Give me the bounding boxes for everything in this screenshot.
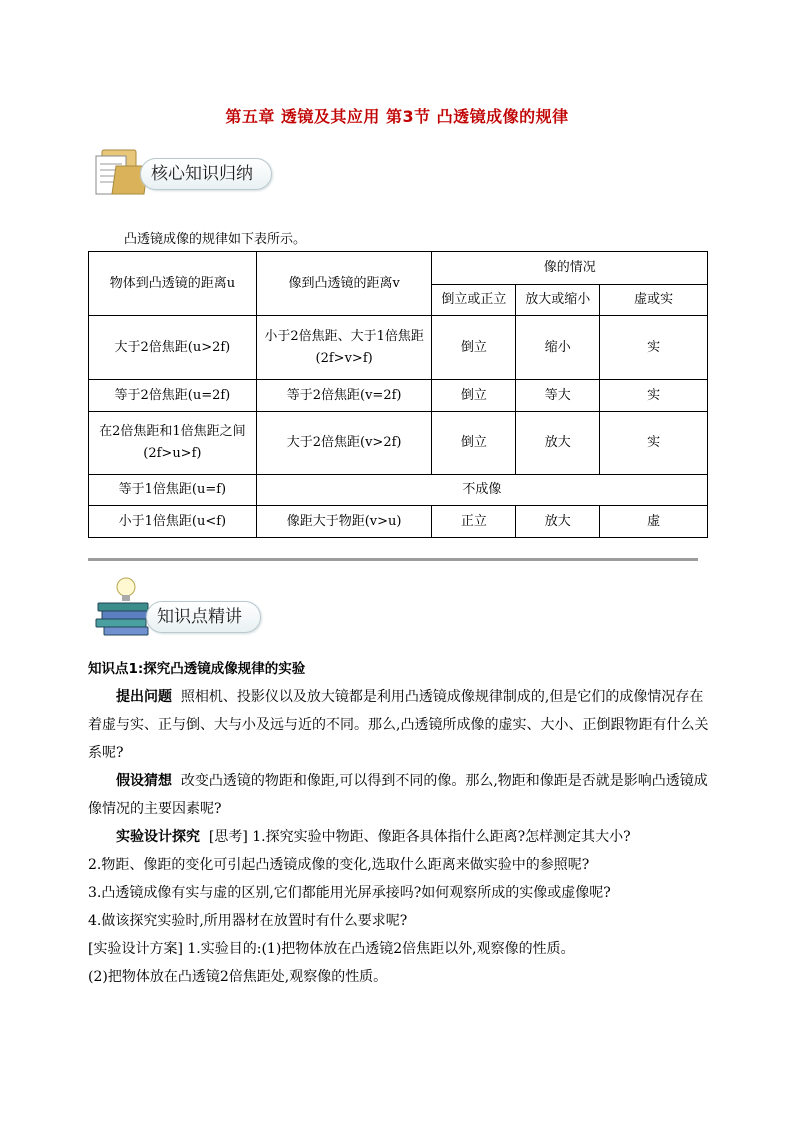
cell-merged: 不成像: [256, 475, 707, 506]
design-line-2: 2.物距、像距的变化可引起凸透镜成像的变化,选取什么距离来做实验中的参照呢?: [88, 857, 590, 873]
section-divider: [88, 558, 698, 561]
header-orientation: 倒立或正立: [432, 285, 516, 316]
cell-type: 虚: [600, 506, 708, 538]
header-image-info: 像的情况: [432, 252, 708, 285]
table-row: [89, 316, 708, 380]
cell-v: 等于2倍焦距(v=2f): [256, 380, 432, 412]
design-line-3: 3.凸透镜成像有实与虚的区别,它们都能用光屏承接吗?如何观察所成的实像或虚像呢?: [88, 885, 611, 901]
imaging-rules-table: [88, 251, 708, 538]
question-text: 照相机、投影仪以及放大镜都是利用凸透镜成像规律制成的,但是它们的成像情况存在着虚与实、正与倒、大与小及远与近的不同。那么,凸透镜所成像的虚实、大小、正倒跟物距有什么关系呢?: [88, 689, 709, 761]
cell-orientation: 倒立: [432, 380, 516, 412]
table-header-row: [89, 252, 708, 285]
cell-size: 放大: [516, 506, 600, 538]
page-title: 第五章 透镜及其应用 第3节 凸透镜成像的规律: [225, 107, 569, 126]
cell-orientation: 正立: [432, 506, 516, 538]
lightbulb-books-icon: [92, 573, 158, 639]
table-intro: 凸透镜成像的规律如下表所示。: [124, 232, 307, 247]
cell-size: 放大: [516, 412, 600, 475]
header-object-distance: 物体到凸透镜的距离u: [89, 252, 257, 316]
knowledge-point-title: 知识点1:探究凸透镜成像规律的实验: [88, 661, 306, 677]
cell-u: 大于2倍焦距(u>2f): [89, 316, 257, 380]
table-row: [89, 380, 708, 412]
cell-u: 等于2倍焦距(u=2f): [89, 380, 257, 412]
section-banner-knowledge: [92, 593, 292, 637]
section-heading-knowledge: 知识点精讲: [146, 601, 261, 633]
cell-size: 缩小: [516, 316, 600, 380]
table-row: [89, 506, 708, 538]
cell-u: 在2倍焦距和1倍焦距之间(2f>u>f): [89, 412, 257, 475]
table-row: [89, 475, 708, 506]
cell-u: 小于1倍焦距(u<f): [89, 506, 257, 538]
cell-type: 实: [600, 380, 708, 412]
cell-type: 实: [600, 412, 708, 475]
header-real-virtual: 虚或实: [600, 285, 708, 316]
header-image-distance: 像到凸透镜的距离v: [256, 252, 432, 316]
hypothesis-paragraph: [88, 767, 712, 823]
plan-line-1: [实验设计方案] 1.实验目的:(1)把物体放在凸透镜2倍焦距以外,观察像的性质。: [88, 941, 575, 957]
design-label: 实验设计探究: [116, 829, 200, 845]
cell-type: 实: [600, 316, 708, 380]
section-heading-core: 核心知识归纳: [140, 158, 272, 190]
question-paragraph: [88, 683, 712, 767]
hypothesis-label: 假设猜想: [116, 773, 172, 789]
cell-v: 大于2倍焦距(v>2f): [256, 412, 432, 475]
plan-line-2: (2)把物体放在凸透镜2倍焦距处,观察像的性质。: [88, 969, 388, 985]
header-size: 放大或缩小: [516, 285, 600, 316]
design-line-4: 4.做该探究实验时,所用器材在放置时有什么要求呢?: [88, 913, 408, 929]
cell-v: 小于2倍焦距、大于1倍焦距(2f>v>f): [256, 316, 432, 380]
knowledge-point-1: [88, 655, 712, 991]
design-line-1: [思考] 1.探究实验中物距、像距各具体指什么距离?怎样测定其大小?: [208, 829, 631, 845]
design-paragraph: [88, 823, 712, 851]
question-label: 提出问题: [116, 689, 172, 705]
cell-orientation: 倒立: [432, 412, 516, 475]
hypothesis-text: 改变凸透镜的物距和像距,可以得到不同的像。那么,物距和像距是否就是影响凸透镜成像情况的主要因素呢?: [88, 773, 708, 817]
section-banner-core: [92, 150, 292, 194]
cell-size: 等大: [516, 380, 600, 412]
cell-u: 等于1倍焦距(u=f): [89, 475, 257, 506]
table-row: [89, 412, 708, 475]
cell-v: 像距大于物距(v>u): [256, 506, 432, 538]
cell-orientation: 倒立: [432, 316, 516, 380]
